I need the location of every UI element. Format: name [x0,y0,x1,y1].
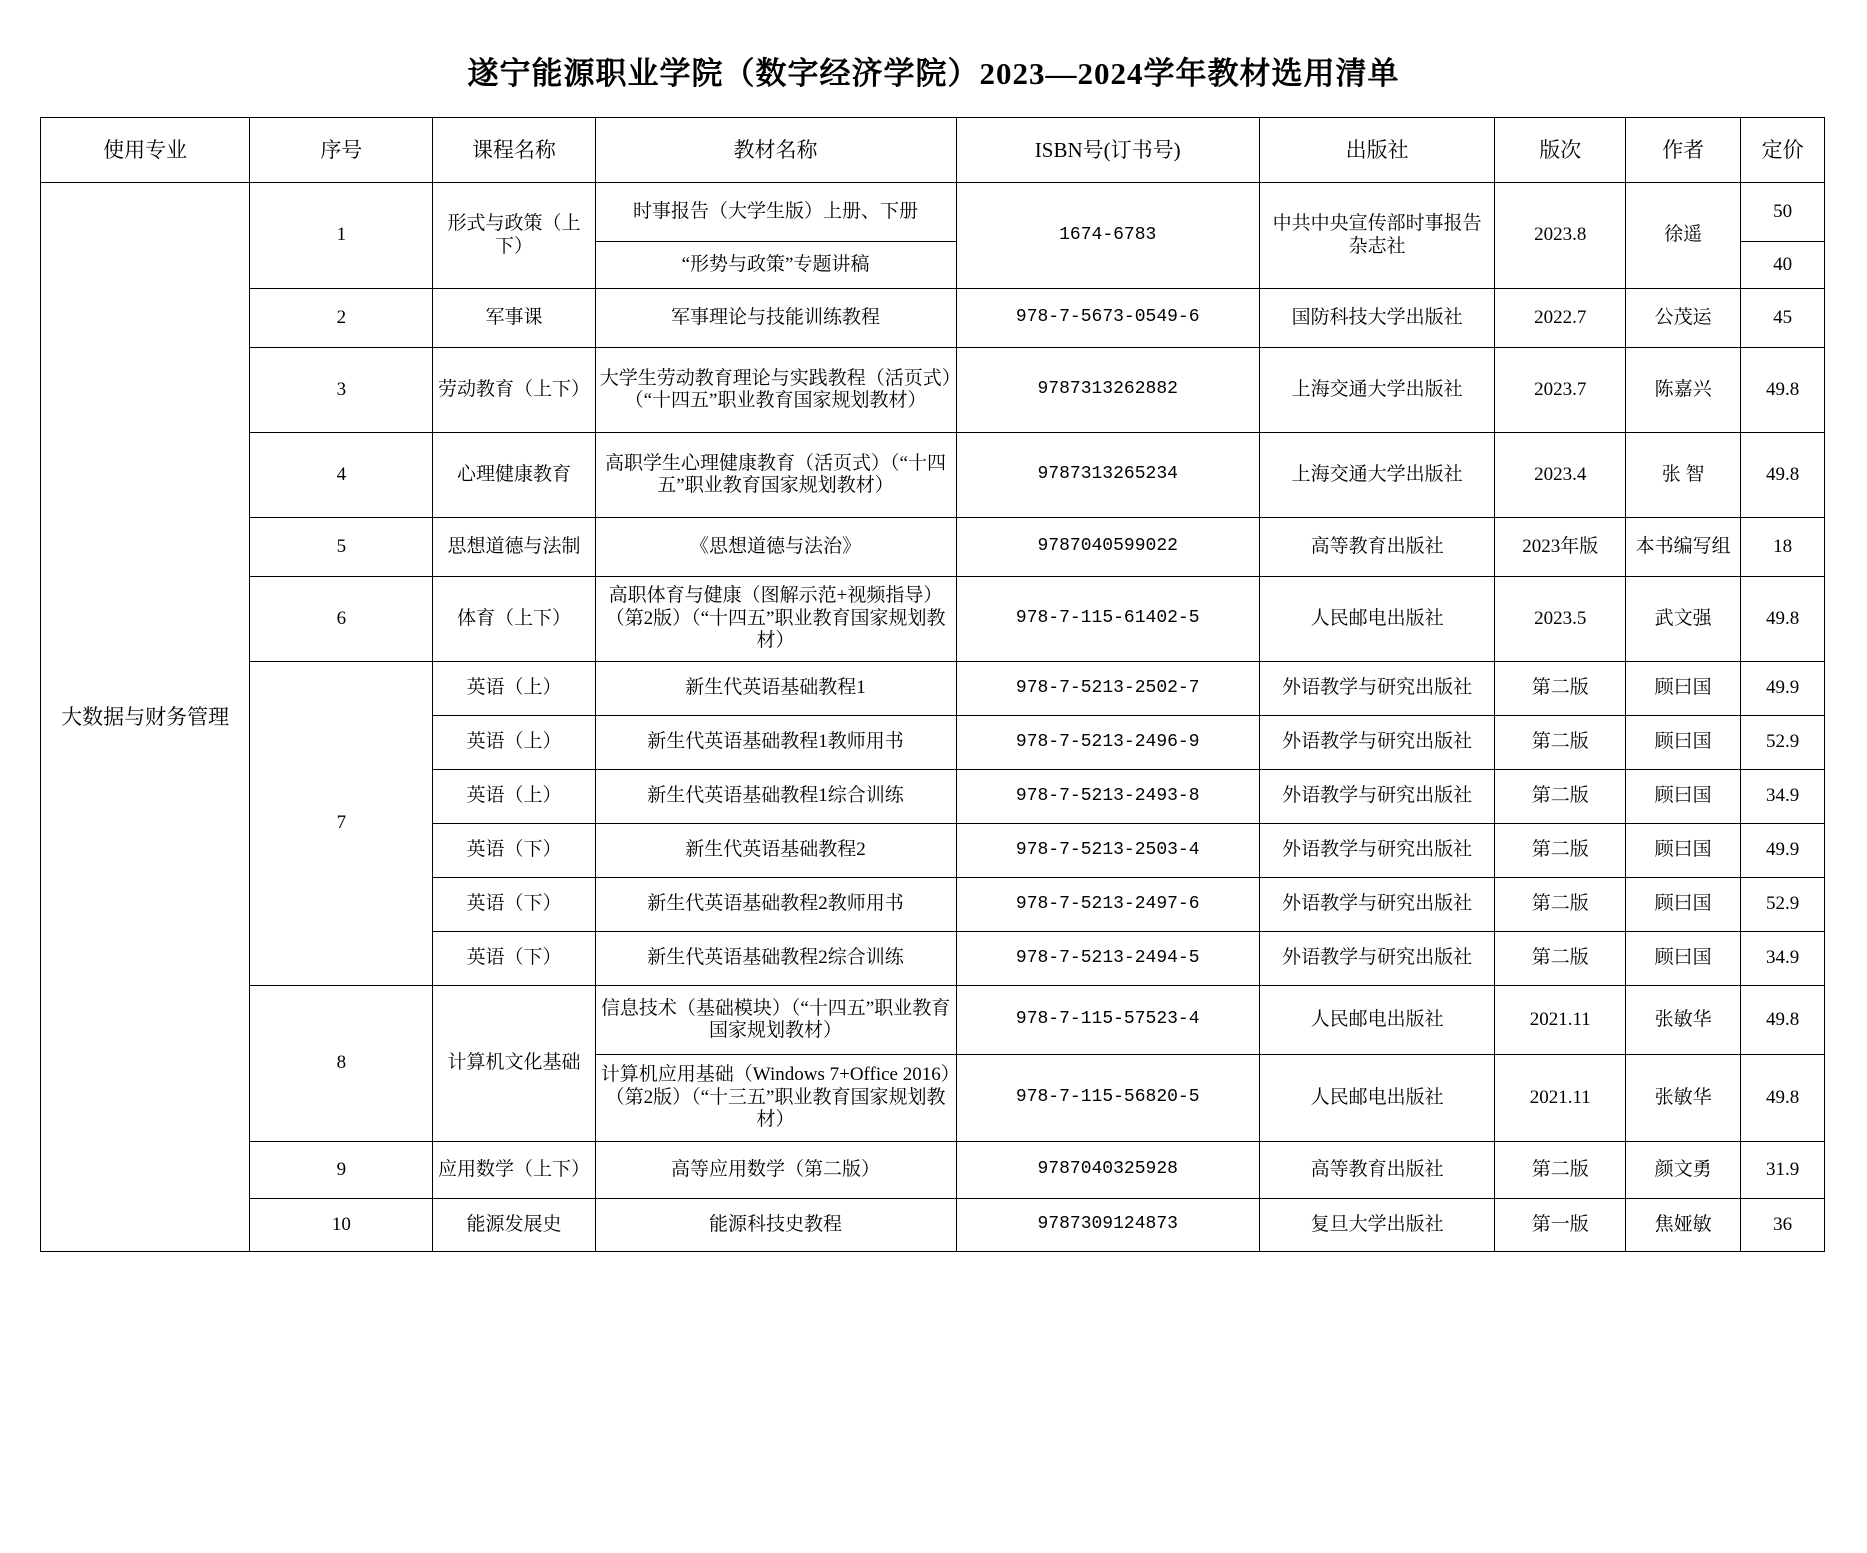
row-book: 新生代英语基础教程2 [595,824,956,878]
header-course: 课程名称 [433,118,595,183]
row-isbn: 978-7-5213-2502-7 [956,662,1259,716]
row-author: 焦娅敏 [1626,1199,1741,1252]
row-book: 军事理论与技能训练教程 [595,289,956,348]
table-row [41,577,1825,662]
row-isbn: 978-7-5213-2493-8 [956,770,1259,824]
table-row [41,183,1825,242]
document-page [0,48,1867,1553]
row-course: 思想道德与法制 [433,518,595,577]
row-press: 外语教学与研究出版社 [1259,878,1494,932]
row-price: 34.9 [1741,932,1825,986]
row-author: 张敏华 [1626,986,1741,1055]
row-book: 高职学生心理健康教育（活页式）（“十四五”职业教育国家规划教材） [595,433,956,518]
row-edition: 第二版 [1495,878,1626,932]
row-isbn: 978-7-115-56820-5 [956,1055,1259,1142]
header-book: 教材名称 [595,118,956,183]
row-author: 顾曰国 [1626,716,1741,770]
row-author: 武文强 [1626,577,1741,662]
row-isbn: 978-7-5213-2494-5 [956,932,1259,986]
table-row [41,289,1825,348]
row-edition: 第一版 [1495,1199,1626,1252]
row-price: 18 [1741,518,1825,577]
row-press: 上海交通大学出版社 [1259,348,1494,433]
row-price: 49.8 [1741,577,1825,662]
textbook-selection-table [40,117,1825,1252]
row-book: 新生代英语基础教程2教师用书 [595,878,956,932]
row-price: 49.8 [1741,1055,1825,1142]
row-isbn: 978-7-5213-2503-4 [956,824,1259,878]
table-row [41,518,1825,577]
row-price: 36 [1741,1199,1825,1252]
header-author: 作者 [1626,118,1741,183]
row-book: 新生代英语基础教程1 [595,662,956,716]
row-price: 45 [1741,289,1825,348]
row-isbn: 1674-6783 [956,183,1259,289]
row-isbn: 9787313262882 [956,348,1259,433]
row-edition: 2021.11 [1495,1055,1626,1142]
row-edition: 第二版 [1495,716,1626,770]
row-author: 陈嘉兴 [1626,348,1741,433]
row-price: 50 [1741,183,1825,242]
row-isbn: 9787040325928 [956,1142,1259,1199]
header-price: 定价 [1741,118,1825,183]
row-course: 应用数学（上下） [433,1142,595,1199]
row-edition: 2022.7 [1495,289,1626,348]
row-edition: 第二版 [1495,824,1626,878]
row-author: 本书编写组 [1626,518,1741,577]
row-author: 顾曰国 [1626,770,1741,824]
row-press: 国防科技大学出版社 [1259,289,1494,348]
row-author: 顾曰国 [1626,878,1741,932]
row-book: 能源科技史教程 [595,1199,956,1252]
table-row [41,433,1825,518]
row-book: 新生代英语基础教程2综合训练 [595,932,956,986]
header-major: 使用专业 [41,118,250,183]
row-price: 52.9 [1741,878,1825,932]
header-edition: 版次 [1495,118,1626,183]
row-edition: 2023.4 [1495,433,1626,518]
row-price: 49.9 [1741,662,1825,716]
row-edition: 第二版 [1495,662,1626,716]
row-press: 高等教育出版社 [1259,1142,1494,1199]
row-author: 顾曰国 [1626,932,1741,986]
row-author: 张敏华 [1626,1055,1741,1142]
row-price: 49.8 [1741,433,1825,518]
row-index: 6 [250,577,433,662]
row-isbn: 978-7-5213-2497-6 [956,878,1259,932]
row-price: 49.8 [1741,348,1825,433]
row-press: 高等教育出版社 [1259,518,1494,577]
row-author: 张 智 [1626,433,1741,518]
row-course: 英语（下） [433,878,595,932]
row-course: 英语（下） [433,824,595,878]
row-index: 8 [250,986,433,1142]
row-edition: 第二版 [1495,932,1626,986]
row-price: 40 [1741,242,1825,289]
row-isbn: 9787313265234 [956,433,1259,518]
row-price: 52.9 [1741,716,1825,770]
row-course: 英语（上） [433,770,595,824]
row-course: 英语（上） [433,716,595,770]
row-edition: 2021.11 [1495,986,1626,1055]
row-index: 1 [250,183,433,289]
row-book: 计算机应用基础（Windows 7+Office 2016）（第2版）（“十三五”职业教育国家规划教材） [595,1055,956,1142]
row-edition: 第二版 [1495,1142,1626,1199]
row-course: 劳动教育（上下） [433,348,595,433]
row-course: 计算机文化基础 [433,986,595,1142]
row-book: 信息技术（基础模块）（“十四五”职业教育国家规划教材） [595,986,956,1055]
row-author: 颜文勇 [1626,1142,1741,1199]
row-course: 军事课 [433,289,595,348]
row-author: 公茂运 [1626,289,1741,348]
row-isbn: 978-7-115-61402-5 [956,577,1259,662]
row-index: 5 [250,518,433,577]
header-press: 出版社 [1259,118,1494,183]
row-press: 外语教学与研究出版社 [1259,824,1494,878]
row-book: “形势与政策”专题讲稿 [595,242,956,289]
row-index: 9 [250,1142,433,1199]
row-book: 时事报告（大学生版）上册、下册 [595,183,956,242]
row-author: 徐遥 [1626,183,1741,289]
row-author: 顾曰国 [1626,662,1741,716]
row-isbn: 978-7-5673-0549-6 [956,289,1259,348]
row-press: 人民邮电出版社 [1259,986,1494,1055]
row-press: 外语教学与研究出版社 [1259,770,1494,824]
row-isbn: 978-7-5213-2496-9 [956,716,1259,770]
row-edition: 2023.5 [1495,577,1626,662]
row-course: 能源发展史 [433,1199,595,1252]
table-row [41,1199,1825,1252]
row-isbn: 9787040599022 [956,518,1259,577]
row-edition: 2023.7 [1495,348,1626,433]
row-press: 中共中央宣传部时事报告杂志社 [1259,183,1494,289]
row-isbn: 978-7-115-57523-4 [956,986,1259,1055]
row-course: 形式与政策（上下） [433,183,595,289]
row-book: 新生代英语基础教程1综合训练 [595,770,956,824]
row-press: 外语教学与研究出版社 [1259,662,1494,716]
row-price: 49.9 [1741,824,1825,878]
row-price: 34.9 [1741,770,1825,824]
row-edition: 第二版 [1495,770,1626,824]
row-book: 《思想道德与法治》 [595,518,956,577]
row-course: 体育（上下） [433,577,595,662]
row-index: 3 [250,348,433,433]
row-press: 上海交通大学出版社 [1259,433,1494,518]
row-book: 高职体育与健康（图解示范+视频指导）（第2版）（“十四五”职业教育国家规划教材） [595,577,956,662]
row-course: 英语（下） [433,932,595,986]
table-row [41,1142,1825,1199]
row-price: 49.8 [1741,986,1825,1055]
row-book: 高等应用数学（第二版） [595,1142,956,1199]
row-index: 7 [250,662,433,986]
row-index: 2 [250,289,433,348]
table-header-row [41,118,1825,183]
header-isbn: ISBN号(订书号) [956,118,1259,183]
row-course: 心理健康教育 [433,433,595,518]
header-index: 序号 [250,118,433,183]
table-row [41,986,1825,1055]
row-index: 4 [250,433,433,518]
row-book: 新生代英语基础教程1教师用书 [595,716,956,770]
row-price: 31.9 [1741,1142,1825,1199]
row-press: 复旦大学出版社 [1259,1199,1494,1252]
table-row [41,662,1825,716]
page-title: 遂宁能源职业学院（数字经济学院）2023—2024学年教材选用清单 [467,56,1400,91]
row-index: 10 [250,1199,433,1252]
row-book: 大学生劳动教育理论与实践教程（活页式）（“十四五”职业教育国家规划教材） [595,348,956,433]
major-cell: 大数据与财务管理 [41,183,250,1252]
row-press: 人民邮电出版社 [1259,577,1494,662]
row-press: 外语教学与研究出版社 [1259,716,1494,770]
row-isbn: 9787309124873 [956,1199,1259,1252]
row-edition: 2023年版 [1495,518,1626,577]
table-row [41,348,1825,433]
row-course: 英语（上） [433,662,595,716]
row-press: 外语教学与研究出版社 [1259,932,1494,986]
row-author: 顾曰国 [1626,824,1741,878]
row-press: 人民邮电出版社 [1259,1055,1494,1142]
row-edition: 2023.8 [1495,183,1626,289]
